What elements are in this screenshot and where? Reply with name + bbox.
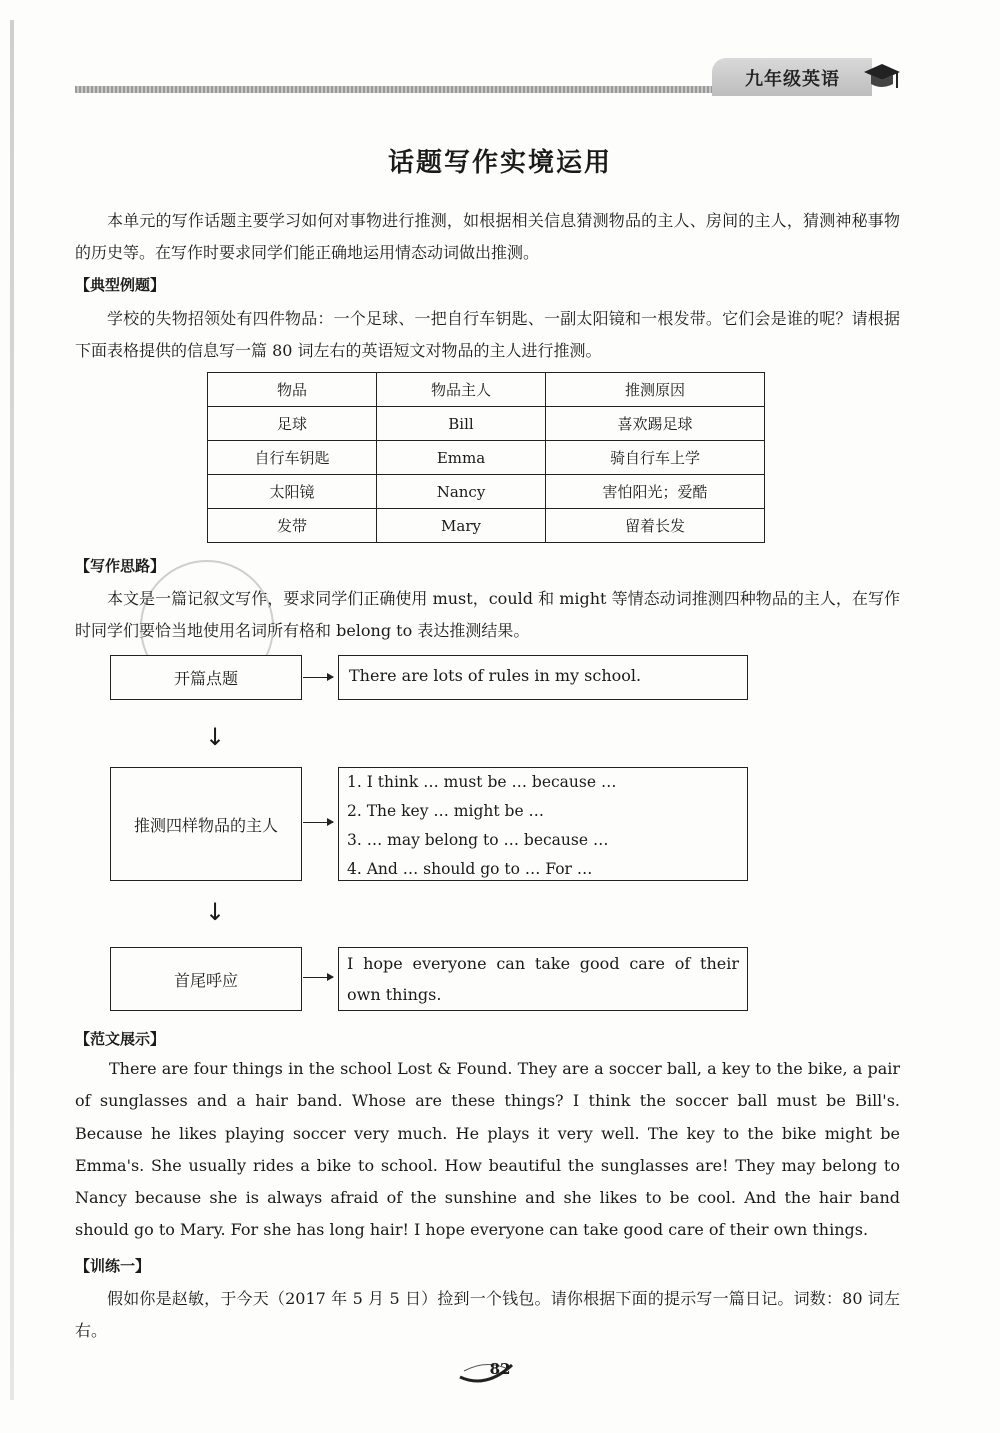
table-cell: 留着长发 xyxy=(546,509,765,543)
writing-approach-text: 本文是一篇记叙文写作，要求同学们正确使用 must，could 和 might 等情态动词推测四种物品的主人，在写作时同学们要恰当地使用名词所有格和 belong to 表达推测结果。 xyxy=(75,589,900,640)
flow-step-opening: 开篇点题 xyxy=(110,655,302,700)
flow-down-arrow: ↓ xyxy=(205,898,226,926)
table-cell: Nancy xyxy=(377,475,546,509)
flow-arrow xyxy=(303,822,333,823)
exercise-one-text: 假如你是赵敏，于今天（2017 年 5 月 5 日）捡到一个钱包。请你根据下面的提示写一篇日记。词数：80 词左右。 xyxy=(75,1289,900,1340)
page-title: 话题写作实境运用 xyxy=(387,148,612,178)
flow-content-line: There are lots of rules in my school. xyxy=(349,666,642,685)
sample-essay-text: There are four things in the school Lost & Found. They are a soccer ball, a key to the bike, a pair of sunglasses and a hair band. Whose are these things? I think the soccer ball must be Bill's. Because he likes playing soccer very much. He plays it very well. The key to the bike might be Emma's. She usually rides a bike to school. How beautiful the sunglasses are! They may belong to Nancy because she is always afraid of the sunshine and she likes to be cool. And the hair band should go to Mary. For she has long hair! I hope everyone can take good care of their own things. xyxy=(75,1059,900,1240)
flow-step-guess: 推测四样物品的主人 xyxy=(110,767,302,881)
flow-arrow xyxy=(303,677,333,678)
flow-content-line: 2. The key … might be … xyxy=(347,802,545,820)
table-cell: Mary xyxy=(377,509,546,543)
table-header-cell: 物品 xyxy=(208,373,377,407)
table-cell: Emma xyxy=(377,441,546,475)
table-cell: 害怕阳光；爱酷 xyxy=(546,475,765,509)
writing-approach-label: 【写作思路】 xyxy=(75,557,166,575)
flow-content-line: 4. And … should go to … For … xyxy=(347,860,593,878)
running-title: 九年级英语 xyxy=(745,69,840,90)
table-header-cell: 物品主人 xyxy=(377,373,546,407)
table-header-row xyxy=(208,373,765,407)
table-cell: 太阳镜 xyxy=(208,475,377,509)
flow-content-guess xyxy=(338,767,748,881)
table-cell: 足球 xyxy=(208,407,377,441)
table-cell: 喜欢踢足球 xyxy=(546,407,765,441)
info-table xyxy=(207,372,765,543)
table-row xyxy=(208,475,765,509)
page-number: 82 xyxy=(489,1360,511,1378)
exercise-one-label: 【训练一】 xyxy=(75,1257,151,1275)
table-row xyxy=(208,441,765,475)
flow-content-line: 3. … may belong to … because … xyxy=(347,831,609,849)
typical-example-label: 【典型例题】 xyxy=(75,276,166,294)
flow-down-arrow: ↓ xyxy=(205,723,226,751)
intro-paragraph: 本单元的写作话题主要学习如何对事物进行推测，如根据相关信息猜测物品的主人、房间的主人，猜测神秘事物的历史等。在写作时要求同学们能正确地运用情态动词做出推测。 xyxy=(75,211,900,262)
table-cell: 发带 xyxy=(208,509,377,543)
flow-content-ending xyxy=(338,947,748,1011)
table-row xyxy=(208,509,765,543)
table-header-cell: 推测原因 xyxy=(546,373,765,407)
typical-example-prompt: 学校的失物招领处有四件物品：一个足球、一把自行车钥匙、一副太阳镜和一根发带。它们会是谁的呢？请根据下面表格提供的信息写一篇 80 词左右的英语短文对物品的主人进行推测。 xyxy=(75,309,900,360)
table-cell: Bill xyxy=(377,407,546,441)
table-cell: 自行车钥匙 xyxy=(208,441,377,475)
sample-essay-label: 【范文展示】 xyxy=(75,1030,166,1048)
table-cell: 骑自行车上学 xyxy=(546,441,765,475)
flow-step-ending: 首尾呼应 xyxy=(110,947,302,1011)
flow-content-line: 1. I think … must be … because … xyxy=(347,773,617,791)
flow-arrow xyxy=(303,977,333,978)
header-band xyxy=(75,86,715,93)
table-row xyxy=(208,407,765,441)
flow-content-opening xyxy=(338,655,748,700)
graduation-cap-icon xyxy=(862,58,902,98)
flow-content-line: I hope everyone can take good care of their own things. xyxy=(347,954,739,1004)
page-left-edge xyxy=(10,20,14,1400)
